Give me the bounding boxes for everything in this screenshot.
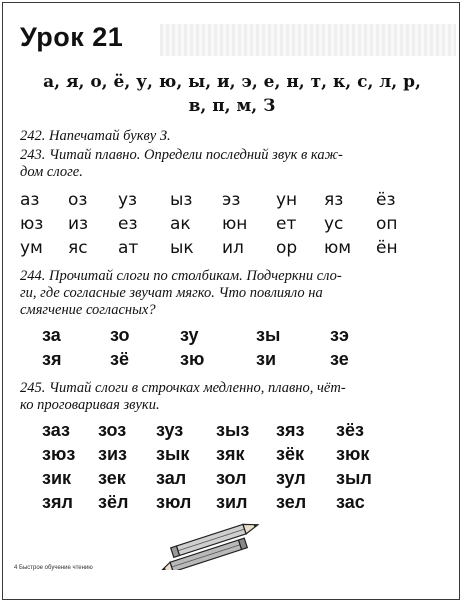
syllable: зек	[98, 468, 126, 488]
syllable: ор	[276, 238, 298, 258]
pencils-icon	[160, 520, 270, 575]
syllable: ыз	[170, 190, 193, 210]
syllable-grid-244	[20, 325, 450, 373]
syllable-row	[20, 349, 450, 373]
syllable: зюк	[336, 444, 370, 464]
syllable: зяк	[216, 444, 245, 464]
syllable: ус	[324, 214, 344, 234]
syllable: аз	[20, 190, 40, 210]
syllable: ет	[276, 214, 297, 234]
syllable: яз	[324, 190, 344, 210]
syllable: яс	[68, 238, 88, 258]
syllable: зол	[216, 468, 247, 488]
syllable: зяз	[276, 420, 305, 440]
syllable: зиз	[98, 444, 127, 464]
decorative-band	[160, 24, 456, 56]
syllable-grid-245	[20, 420, 450, 516]
syllable: зю	[180, 349, 205, 369]
syllable: ил	[222, 238, 244, 258]
syllable-row	[20, 492, 450, 516]
page-footer: 4 Быстрое обучение чтению	[14, 565, 93, 571]
syllable: ён	[376, 238, 398, 258]
syllable: зюл	[156, 492, 192, 512]
syllable-grid-243	[20, 190, 450, 262]
syllable: оп	[376, 214, 398, 234]
syllable: зу	[180, 325, 199, 345]
letters-line-2: в, п, м, З	[188, 96, 276, 116]
syllable: ун	[276, 190, 298, 210]
syllable: зоз	[98, 420, 127, 440]
syllable: зёз	[336, 420, 364, 440]
syllable: зи	[256, 349, 277, 369]
lesson-title: Урок 21	[20, 22, 124, 52]
syllable: юм	[324, 238, 352, 258]
syllable: ак	[170, 214, 191, 234]
syllable: зы	[256, 325, 281, 345]
task-245-line-1: 245. Читай слоги в строчках медленно, плавно, чёт-	[20, 380, 346, 396]
letters-line-1: а, я, о, ё, у, ю, ы, и, э, е, н, т, к, с, л, р,	[43, 72, 421, 92]
syllable: зуз	[156, 420, 184, 440]
syllable: уз	[118, 190, 138, 210]
syllable-row	[20, 444, 450, 468]
syllable: зёк	[276, 444, 304, 464]
syllable: заз	[42, 420, 70, 440]
syllable: зил	[216, 492, 248, 512]
syllable-row	[20, 190, 450, 214]
task-245-line-2: ко проговаривая звуки.	[20, 397, 160, 413]
syllable: зя	[42, 349, 62, 369]
syllable-row	[20, 238, 450, 262]
syllable: зэ	[330, 325, 349, 345]
syllable: зыл	[336, 468, 372, 488]
syllable: зял	[42, 492, 73, 512]
syllable: ум	[20, 238, 43, 258]
syllable: зёл	[98, 492, 129, 512]
syllable: зул	[276, 468, 306, 488]
syllable: зел	[276, 492, 307, 512]
task-244-line-1: 244. Прочитай слоги по столбикам. Подчеркни сло-	[20, 268, 342, 284]
syllable-row	[20, 420, 450, 444]
task-243-line-1: 243. Читай плавно. Определи последний звук в каж-	[20, 147, 343, 163]
task-242: 242. Напечатай букву З.	[20, 128, 171, 144]
syllable: эз	[222, 190, 241, 210]
syllable: ез	[118, 214, 138, 234]
task-244-line-3: смягчение согласных?	[20, 302, 156, 318]
syllable: за	[42, 325, 61, 345]
syllable-row	[20, 325, 450, 349]
syllable: зал	[156, 468, 187, 488]
syllable-row	[20, 468, 450, 492]
syllable: зе	[330, 349, 349, 369]
syllable: зик	[42, 468, 72, 488]
syllable: зо	[110, 325, 130, 345]
task-243-line-2: дом слоге.	[20, 164, 83, 180]
syllable: из	[68, 214, 89, 234]
syllable: оз	[68, 190, 88, 210]
syllable: зё	[110, 349, 129, 369]
syllable: зыз	[216, 420, 250, 440]
syllable: ат	[118, 238, 139, 258]
syllable-row	[20, 214, 450, 238]
syllable: ык	[170, 238, 194, 258]
syllable: юн	[222, 214, 248, 234]
syllable: зык	[156, 444, 190, 464]
syllable: зас	[336, 492, 365, 512]
task-244-line-2: ги, где согласные звучат мягко. Что повлияло на	[20, 285, 323, 301]
syllable: зюз	[42, 444, 76, 464]
syllable: юз	[20, 214, 44, 234]
syllable: ёз	[376, 190, 396, 210]
